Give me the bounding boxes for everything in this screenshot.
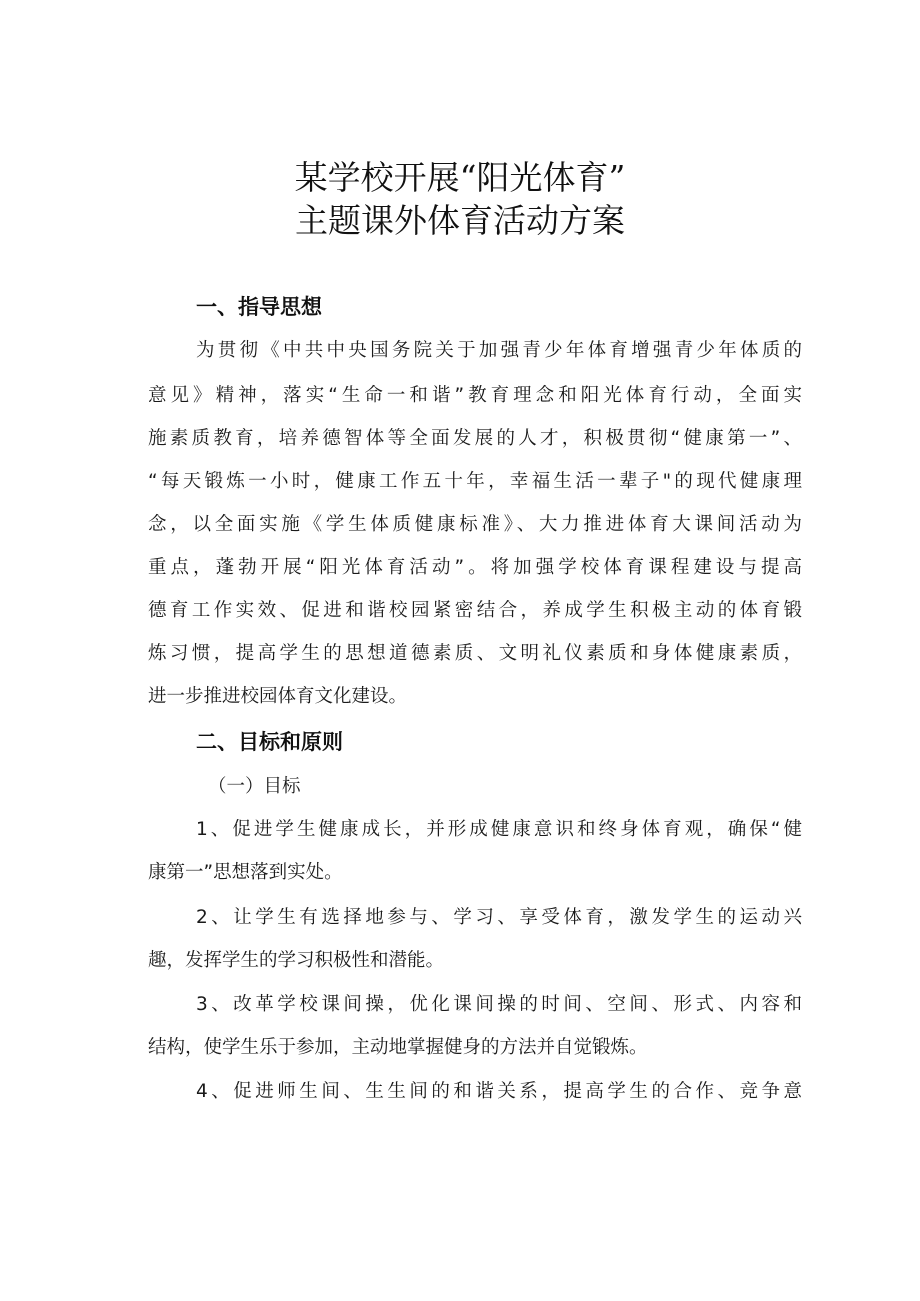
- paragraph-line: 德育工作实效、促进和谐校园紧密结合，养成学生积极主动的体育锻: [148, 600, 802, 621]
- paragraph-line: 念，以全面实施《学生体质健康标准》、大力推进体育大课间活动为: [148, 514, 802, 535]
- paragraph-line: “每天锻炼一小时，健康工作五十年，幸福生活一辈子"的现代健康理: [148, 471, 802, 492]
- section-heading-goals-principles: 二、目标和原则: [196, 730, 343, 754]
- goal-item-line: 1、促进学生健康成长，并形成健康意识和终身体育观，确保“健: [196, 819, 802, 840]
- document-title-line-1: 某学校开展“阳光体育”: [294, 158, 626, 197]
- subsection-heading-goals: （一）目标: [208, 776, 301, 797]
- goal-item-line: 康第一”思想落到实处。: [148, 862, 343, 883]
- goal-item-line: 2、让学生有选择地参与、学习、享受体育，激发学生的运动兴: [196, 907, 802, 928]
- goal-item-line: 结构，使学生乐于参加，主动地掌握健身的方法并自觉锻炼。: [148, 1037, 648, 1058]
- paragraph-line: 为贯彻《中共中央国务院关于加强青少年体育增强青少年体质的: [196, 340, 802, 361]
- section-heading-guiding-ideology: 一、指导思想: [196, 295, 322, 319]
- goal-item-line: 3、改革学校课间操，优化课间操的时间、空间、形式、内容和: [196, 994, 802, 1015]
- goal-item-line: 趣，发挥学生的学习积极性和潜能。: [148, 950, 445, 971]
- paragraph-line: 炼习惯，提高学生的思想道德素质、文明礼仪素质和身体健康素质，: [148, 643, 802, 664]
- paragraph-line: 施素质教育，培养德智体等全面发展的人才，积极贯彻“健康第一”、: [148, 428, 802, 449]
- goal-item-line: 4、促进师生间、生生间的和谐关系，提高学生的合作、竞争意: [196, 1081, 802, 1102]
- document-title-line-2: 主题课外体育活动方案: [295, 201, 625, 240]
- paragraph-line: 重点，蓬勃开展“阳光体育活动”。将加强学校体育课程建设与提高: [148, 557, 802, 578]
- paragraph-line: 进一步推进校园体育文化建设。: [148, 686, 408, 707]
- paragraph-line: 意见》精神，落实“生命一和谐”教育理念和阳光体育行动，全面实: [148, 385, 802, 406]
